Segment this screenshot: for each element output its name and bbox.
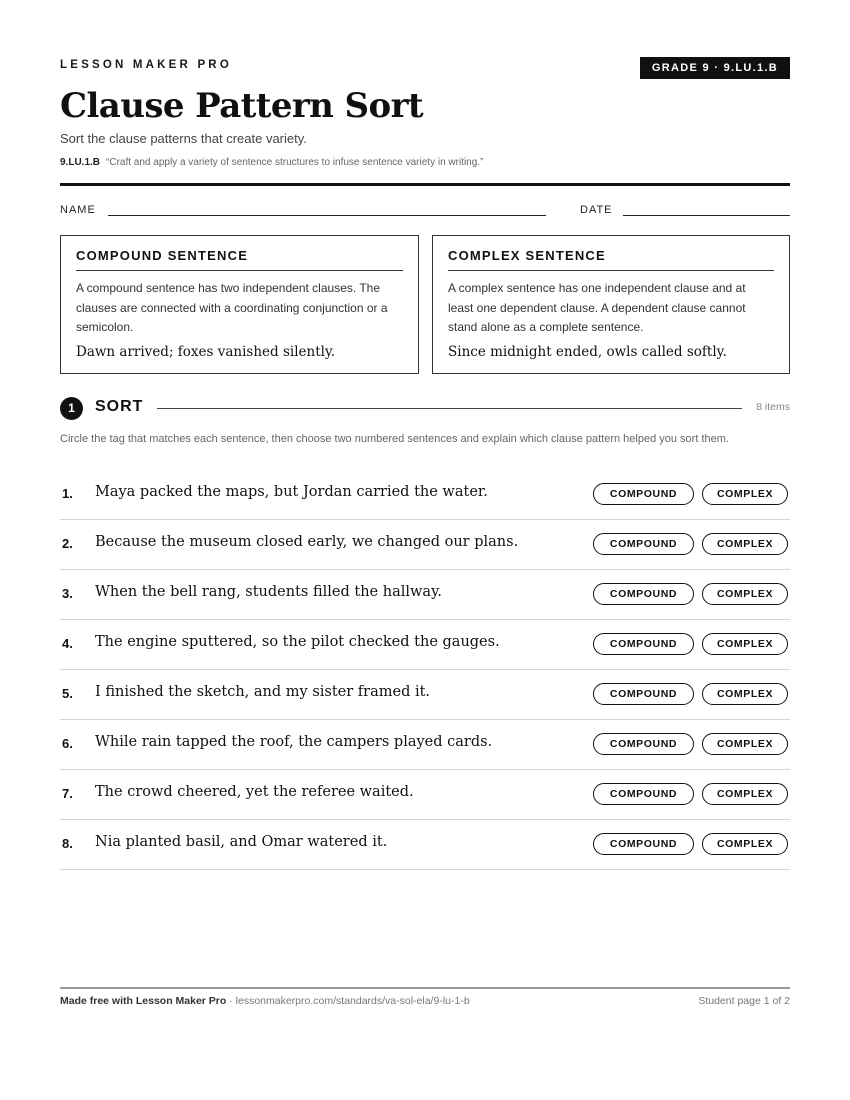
sentence-text: I finished the sketch, and my sister framed it.: [95, 684, 431, 700]
item-number: 2.: [62, 536, 73, 551]
item-number: 1.: [62, 486, 73, 501]
complex-tag[interactable]: COMPLEX: [702, 583, 788, 605]
top-bar: [60, 57, 790, 81]
list-item: [60, 720, 790, 770]
list-item: [60, 520, 790, 570]
compound-tag[interactable]: COMPOUND: [593, 783, 694, 805]
name-label: NAME: [60, 204, 96, 216]
sentence-text: When the bell rang, students filled the hallway.: [95, 584, 442, 600]
brand-name: LESSON MAKER PRO: [60, 59, 232, 71]
complex-definition-box: [432, 235, 790, 374]
compound-tag[interactable]: COMPOUND: [593, 483, 694, 505]
date-field[interactable]: [623, 215, 790, 216]
sentence-text: Maya packed the maps, but Jordan carried the water.: [95, 484, 488, 500]
section-number-badge: 1: [60, 397, 83, 420]
item-number: 3.: [62, 586, 73, 601]
compound-tag[interactable]: COMPOUND: [593, 533, 694, 555]
list-item: [60, 470, 790, 520]
name-field[interactable]: [108, 215, 546, 216]
page-indicator: Student page 1 of 2: [698, 995, 790, 1007]
definition-example: Since midnight ended, owls called softly.: [448, 343, 727, 360]
footer-divider: [60, 987, 790, 989]
page-title: Clause Pattern Sort: [60, 86, 423, 126]
standard-code: 9.LU.1.B: [60, 157, 101, 168]
section-divider: [157, 408, 742, 409]
definition-example: Dawn arrived; foxes vanished silently.: [76, 343, 336, 360]
item-count: 8 items: [756, 401, 790, 413]
item-number: 4.: [62, 636, 73, 651]
footer-brand: Made free with Lesson Maker Pro: [60, 995, 227, 1007]
definition-text: A compound sentence has two independent clauses. The clauses are connected with a coordinating conjunction or a semicolon.: [76, 281, 388, 334]
item-number: 7.: [62, 786, 73, 801]
item-number: 5.: [62, 686, 73, 701]
footer-url: · lessonmakerpro.com/standards/va-sol-ela/9-lu-1-b: [226, 995, 470, 1007]
grade-badge: GRADE 9 · 9.LU.1.B: [640, 57, 790, 79]
page-subtitle: Sort the clause patterns that create variety.: [60, 131, 307, 146]
sentence-text: Nia planted basil, and Omar watered it.: [95, 834, 388, 850]
sentence-text: While rain tapped the roof, the campers played cards.: [95, 734, 493, 750]
instructions: Circle the tag that matches each sentence, then choose two numbered sentences and explain which clause pattern helped you sort them.: [60, 433, 729, 445]
item-number: 6.: [62, 736, 73, 751]
header-divider: [60, 183, 790, 186]
footer-credit: [60, 995, 470, 1007]
complex-tag[interactable]: COMPLEX: [702, 483, 788, 505]
definition-title: COMPLEX SENTENCE: [448, 248, 774, 271]
complex-tag[interactable]: COMPLEX: [702, 683, 788, 705]
date-label: DATE: [580, 204, 613, 216]
compound-tag[interactable]: COMPOUND: [593, 633, 694, 655]
sentence-text: The crowd cheered, yet the referee waited.: [95, 784, 414, 800]
compound-tag[interactable]: COMPOUND: [593, 683, 694, 705]
list-item: [60, 620, 790, 670]
standard-line: [60, 157, 483, 168]
sentence-list: [60, 470, 790, 870]
sort-section-header: [60, 397, 790, 421]
sentence-text: Because the museum closed early, we changed our plans.: [95, 534, 519, 550]
list-item: [60, 820, 790, 870]
section-title: SORT: [95, 398, 144, 415]
compound-tag[interactable]: COMPOUND: [593, 733, 694, 755]
list-item: [60, 670, 790, 720]
sentence-text: The engine sputtered, so the pilot checked the gauges.: [95, 634, 500, 650]
complex-tag[interactable]: COMPLEX: [702, 833, 788, 855]
complex-tag[interactable]: COMPLEX: [702, 783, 788, 805]
compound-tag[interactable]: COMPOUND: [593, 833, 694, 855]
name-date-row: [60, 203, 790, 219]
complex-tag[interactable]: COMPLEX: [702, 533, 788, 555]
standard-text: “Craft and apply a variety of sentence structures to infuse sentence variety in writing.”: [106, 157, 484, 168]
complex-tag[interactable]: COMPLEX: [702, 633, 788, 655]
definition-text: A complex sentence has one independent clause and at least one dependent clause. A dependent clause cannot stand alone as a complete sentence.: [448, 281, 746, 334]
item-number: 8.: [62, 836, 73, 851]
definition-title: COMPOUND SENTENCE: [76, 248, 403, 271]
list-item: [60, 570, 790, 620]
complex-tag[interactable]: COMPLEX: [702, 733, 788, 755]
compound-definition-box: [60, 235, 419, 374]
compound-tag[interactable]: COMPOUND: [593, 583, 694, 605]
list-item: [60, 770, 790, 820]
